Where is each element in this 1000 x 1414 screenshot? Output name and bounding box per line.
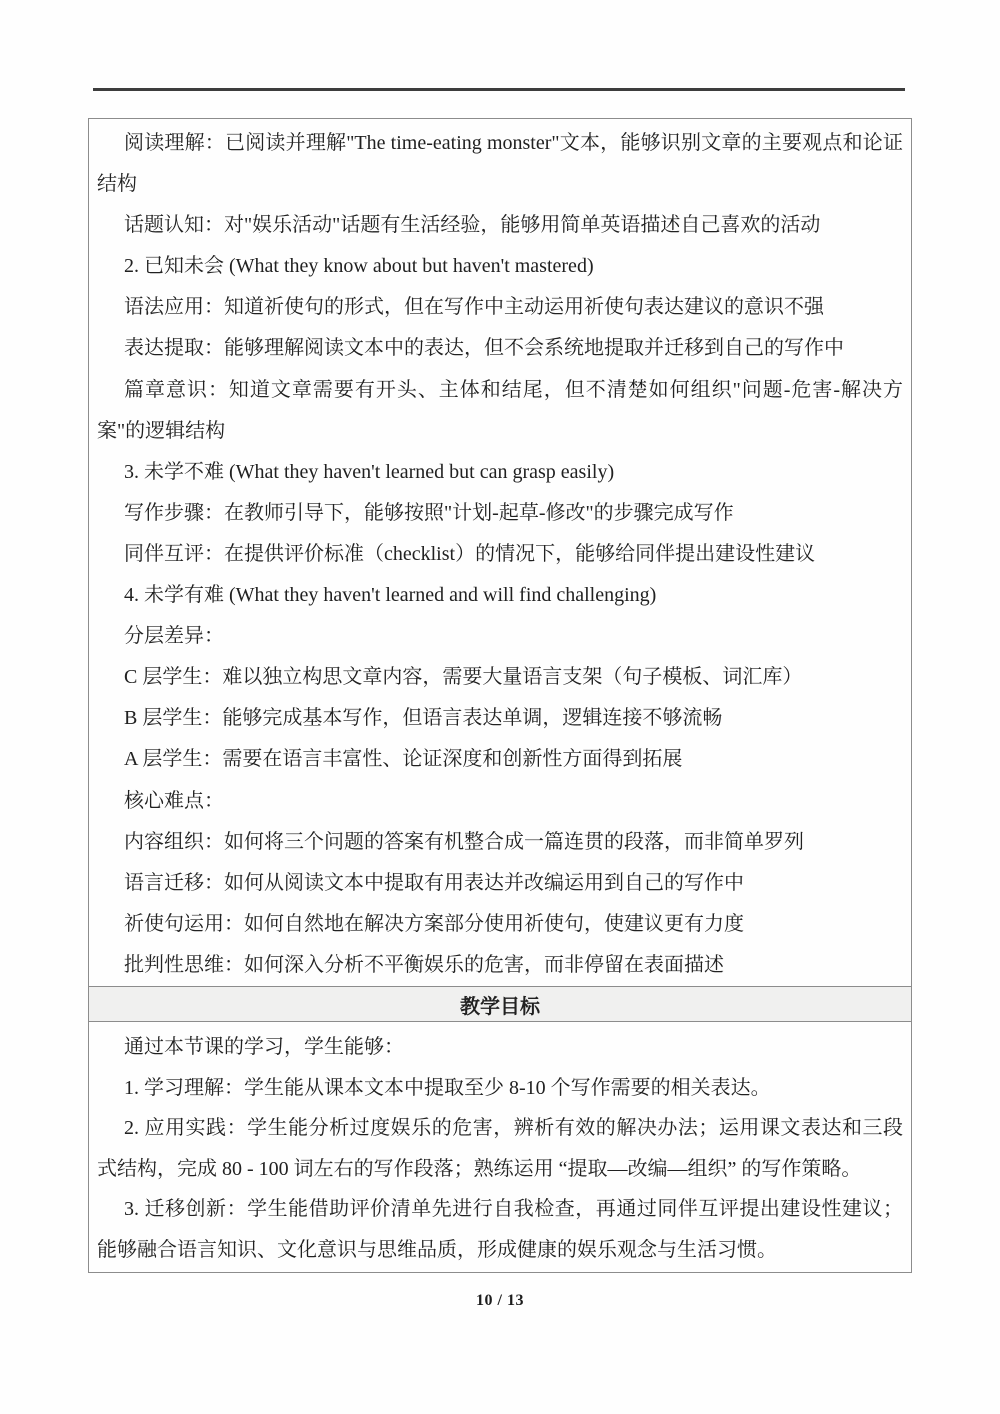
paragraph: 核心难点：: [124, 789, 224, 812]
paragraph: 语言迁移：如何从阅读文本中提取有用表达并改编运用到自己的写作中: [124, 871, 744, 894]
paragraph: 同伴互评：在提供评价标准（checklist）的情况下，能够给同伴提出建设性建议: [124, 542, 816, 565]
paragraph: 3. 未学不难 (What they haven't learned but can grasp easily): [124, 460, 615, 483]
paragraph: 通过本节课的学习，学生能够：: [124, 1036, 404, 1058]
paragraph: 分层差异：: [124, 625, 224, 648]
lesson-plan-table: [88, 118, 912, 1273]
page-number: 10 / 13: [476, 1292, 524, 1309]
paragraph: 内容组织：如何将三个问题的答案有机整合成一篇连贯的段落，而非简单罗列: [124, 830, 804, 853]
paragraph: 语法应用：知道祈使句的形式，但在写作中主动运用祈使句表达建议的意识不强: [124, 296, 824, 319]
paragraph: 2. 已知未会 (What they know about but haven't mastered): [124, 255, 594, 278]
header-rule: [93, 88, 905, 91]
paragraph: 批判性思维：如何深入分析不平衡娱乐的危害，而非停留在表面描述: [124, 953, 724, 976]
objectives-header-row: [89, 987, 911, 1022]
paragraph: 2. 应用实践：学生能分析过度娱乐的危害，辨析有效的解决办法；运用课文表达和三段式结构，完成 80 - 100 词左右的写作段落；熟练运用 “提取—改编—组织” 的写作策略。: [97, 1117, 903, 1180]
paragraph: 祈使句运用：如何自然地在解决方案部分使用祈使句，使建议更有力度: [124, 912, 744, 935]
paragraph: 4. 未学有难 (What they haven't learned and will find challenging): [124, 584, 657, 607]
paragraph: 1. 学习理解：学生能从课本文本中提取至少 8-10 个写作需要的相关表达。: [124, 1076, 771, 1099]
paragraph: 3. 迁移创新：学生能借助评价清单先进行自我检查，再通过同伴互评提出建设性建议；能够融合语言知识、文化意识与思维品质，形成健康的娱乐观念与生活习惯。: [97, 1198, 903, 1261]
paragraph: B 层学生：能够完成基本写作，但语言表达单调，逻辑连接不够流畅: [124, 707, 723, 730]
paragraph: C 层学生：难以独立构思文章内容，需要大量语言支架（句子模板、词汇库）: [124, 666, 803, 689]
paragraph: 写作步骤：在教师引导下，能够按照"计划-起草-修改"的步骤完成写作: [124, 501, 734, 524]
paragraph: 表达提取：能够理解阅读文本中的表达，但不会系统地提取并迁移到自己的写作中: [124, 337, 844, 360]
student-analysis-cell: [89, 119, 911, 987]
paragraph: 篇章意识：知道文章需要有开头、主体和结尾，但不清楚如何组织"问题-危害-解决方案"的逻辑结构: [97, 378, 903, 442]
paragraph: 阅读理解：已阅读并理解"The time-eating monster"文本，能够识别文章的主要观点和论证结构: [97, 132, 903, 196]
paragraph: 话题认知：对"娱乐活动"话题有生活经验，能够用简单英语描述自己喜欢的活动: [124, 214, 821, 237]
objectives-header-label: 教学目标: [460, 995, 540, 1018]
paragraph: A 层学生：需要在语言丰富性、论证深度和创新性方面得到拓展: [124, 748, 683, 771]
objectives-cell: [89, 1022, 911, 1272]
